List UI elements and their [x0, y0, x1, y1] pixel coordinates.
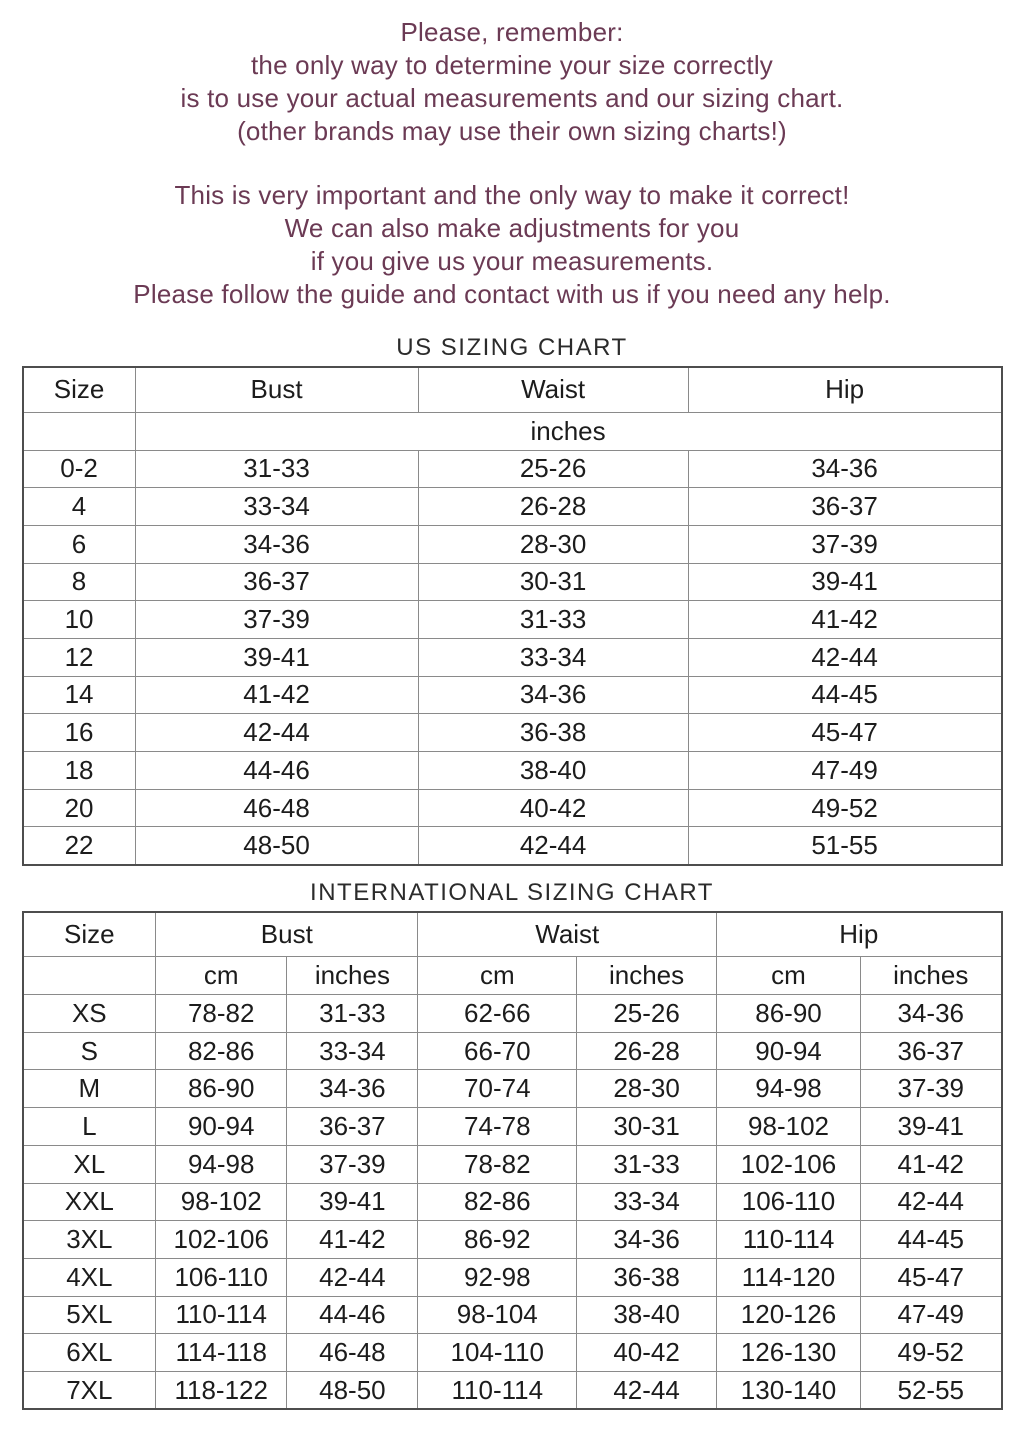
table-cell-waist: 28-30	[418, 525, 688, 563]
table-cell-bust: 42-44	[135, 714, 418, 752]
table-cell-waist-in: 33-34	[577, 1183, 717, 1221]
intl-table-body	[23, 995, 1002, 1410]
table-cell-waist-cm: 70-74	[418, 1070, 577, 1108]
table-cell-hip-cm: 98-102	[717, 1108, 861, 1146]
intl-units-empty-cell	[23, 957, 156, 995]
intl-header-row	[23, 912, 1002, 957]
notice-paragraph-2	[0, 179, 1024, 311]
table-cell-size: XS	[23, 995, 156, 1033]
us-col-header-waist: Waist	[418, 367, 688, 412]
table-row	[23, 995, 1002, 1033]
table-cell-size: 12	[23, 638, 136, 676]
notice-block	[0, 0, 1024, 311]
table-cell-bust-cm: 98-102	[156, 1183, 287, 1221]
table-cell-bust-cm: 106-110	[156, 1258, 287, 1296]
table-cell-hip-cm: 114-120	[717, 1258, 861, 1296]
table-cell-bust: 39-41	[135, 638, 418, 676]
table-cell-hip: 41-42	[688, 601, 1001, 639]
table-cell-waist-cm: 74-78	[418, 1108, 577, 1146]
table-cell-bust: 36-37	[135, 563, 418, 601]
table-cell-waist-cm: 62-66	[418, 995, 577, 1033]
table-cell-hip-cm: 106-110	[717, 1183, 861, 1221]
table-cell-waist: 42-44	[418, 827, 688, 865]
table-cell-hip-cm: 130-140	[717, 1371, 861, 1409]
table-cell-hip: 34-36	[688, 450, 1001, 488]
table-cell-hip: 49-52	[688, 789, 1001, 827]
table-cell-waist-in: 25-26	[577, 995, 717, 1033]
table-cell-bust-cm: 110-114	[156, 1296, 287, 1334]
intl-table-head	[23, 912, 1002, 995]
table-row	[23, 1032, 1002, 1070]
table-cell-waist-in: 40-42	[577, 1334, 717, 1372]
table-cell-size: 0-2	[23, 450, 136, 488]
intl-col-header-hip: Hip	[717, 912, 1002, 957]
notice-line: if you give us your measurements.	[310, 246, 714, 276]
table-row	[23, 1108, 1002, 1146]
table-cell-waist: 31-33	[418, 601, 688, 639]
table-cell-hip: 37-39	[688, 525, 1001, 563]
table-cell-hip-in: 44-45	[860, 1221, 1001, 1259]
us-units-row	[23, 412, 1002, 450]
table-cell-bust-in: 36-37	[287, 1108, 418, 1146]
table-cell-bust: 44-46	[135, 752, 418, 790]
table-row	[23, 563, 1002, 601]
table-cell-waist-cm: 110-114	[418, 1371, 577, 1409]
table-cell-size: 20	[23, 789, 136, 827]
table-cell-size: XL	[23, 1145, 156, 1183]
table-cell-waist-in: 30-31	[577, 1108, 717, 1146]
table-cell-waist: 30-31	[418, 563, 688, 601]
table-cell-size: 5XL	[23, 1296, 156, 1334]
table-cell-size: 3XL	[23, 1221, 156, 1259]
table-cell-bust-cm: 82-86	[156, 1032, 287, 1070]
table-cell-size: 18	[23, 752, 136, 790]
table-row	[23, 827, 1002, 865]
table-cell-hip-cm: 120-126	[717, 1296, 861, 1334]
table-cell-bust-cm: 86-90	[156, 1070, 287, 1108]
table-cell-bust-in: 37-39	[287, 1145, 418, 1183]
notice-line: the only way to determine your size correctly	[251, 50, 773, 80]
table-cell-hip-in: 34-36	[860, 995, 1001, 1033]
table-cell-hip-cm: 90-94	[717, 1032, 861, 1070]
table-cell-waist-cm: 78-82	[418, 1145, 577, 1183]
table-row	[23, 1221, 1002, 1259]
table-cell-waist-cm: 98-104	[418, 1296, 577, 1334]
table-cell-waist: 34-36	[418, 676, 688, 714]
table-cell-size: 14	[23, 676, 136, 714]
table-row	[23, 1334, 1002, 1372]
table-cell-waist-in: 26-28	[577, 1032, 717, 1070]
notice-line: Please follow the guide and contact with us if you need any help.	[133, 279, 891, 309]
table-row	[23, 676, 1002, 714]
table-cell-size: 6XL	[23, 1334, 156, 1372]
notice-line: This is very important and the only way to make it correct!	[174, 180, 850, 210]
table-cell-bust-in: 44-46	[287, 1296, 418, 1334]
table-cell-bust: 37-39	[135, 601, 418, 639]
intl-chart-title: INTERNATIONAL SIZING CHART	[310, 878, 714, 906]
table-cell-bust-in: 34-36	[287, 1070, 418, 1108]
table-cell-waist: 33-34	[418, 638, 688, 676]
table-cell-bust-cm: 102-106	[156, 1221, 287, 1259]
table-cell-hip: 45-47	[688, 714, 1001, 752]
us-col-header-size: Size	[23, 367, 136, 412]
intl-units-hip-inches: inches	[860, 957, 1001, 995]
table-cell-size: 10	[23, 601, 136, 639]
table-cell-hip-cm: 94-98	[717, 1070, 861, 1108]
table-cell-waist-in: 42-44	[577, 1371, 717, 1409]
table-cell-bust-cm: 94-98	[156, 1145, 287, 1183]
table-cell-bust-cm: 90-94	[156, 1108, 287, 1146]
intl-col-header-size: Size	[23, 912, 156, 957]
table-cell-waist-cm: 92-98	[418, 1258, 577, 1296]
table-row	[23, 714, 1002, 752]
table-cell-bust: 41-42	[135, 676, 418, 714]
us-units-label: inches	[135, 412, 1001, 450]
intl-sizing-table	[22, 911, 1003, 1411]
table-cell-bust-in: 48-50	[287, 1371, 418, 1409]
table-cell-size: M	[23, 1070, 156, 1108]
us-chart-title: US SIZING CHART	[396, 334, 628, 361]
table-cell-bust-in: 42-44	[287, 1258, 418, 1296]
table-row	[23, 1258, 1002, 1296]
us-units-empty-cell	[23, 412, 136, 450]
table-cell-hip-in: 42-44	[860, 1183, 1001, 1221]
notice-line: We can also make adjustments for you	[284, 213, 740, 243]
table-cell-hip: 39-41	[688, 563, 1001, 601]
table-cell-size: 6	[23, 525, 136, 563]
table-cell-bust: 46-48	[135, 789, 418, 827]
table-row	[23, 789, 1002, 827]
table-cell-waist: 25-26	[418, 450, 688, 488]
table-cell-bust-in: 41-42	[287, 1221, 418, 1259]
table-cell-bust-in: 39-41	[287, 1183, 418, 1221]
table-row	[23, 1070, 1002, 1108]
table-cell-hip-in: 41-42	[860, 1145, 1001, 1183]
table-cell-hip: 42-44	[688, 638, 1001, 676]
table-cell-waist-cm: 86-92	[418, 1221, 577, 1259]
table-row	[23, 1145, 1002, 1183]
table-row	[23, 1296, 1002, 1334]
table-cell-hip: 44-45	[688, 676, 1001, 714]
table-row	[23, 525, 1002, 563]
table-row	[23, 1183, 1002, 1221]
table-cell-size: 4	[23, 488, 136, 526]
table-row	[23, 752, 1002, 790]
intl-units-bust-inches: inches	[287, 957, 418, 995]
table-row	[23, 488, 1002, 526]
table-cell-bust: 33-34	[135, 488, 418, 526]
table-cell-size: 7XL	[23, 1371, 156, 1409]
us-table-head	[23, 367, 1002, 450]
table-cell-size: S	[23, 1032, 156, 1070]
table-cell-bust-cm: 118-122	[156, 1371, 287, 1409]
table-cell-hip-cm: 102-106	[717, 1145, 861, 1183]
intl-col-header-waist: Waist	[418, 912, 717, 957]
table-cell-hip-cm: 110-114	[717, 1221, 861, 1259]
table-cell-size: 4XL	[23, 1258, 156, 1296]
table-cell-waist-cm: 66-70	[418, 1032, 577, 1070]
table-cell-bust-in: 46-48	[287, 1334, 418, 1372]
table-row	[23, 450, 1002, 488]
table-cell-waist: 36-38	[418, 714, 688, 752]
us-col-header-bust: Bust	[135, 367, 418, 412]
table-cell-hip-in: 52-55	[860, 1371, 1001, 1409]
table-cell-size: XXL	[23, 1183, 156, 1221]
table-cell-waist-in: 36-38	[577, 1258, 717, 1296]
us-table-body	[23, 450, 1002, 865]
table-cell-bust-cm: 114-118	[156, 1334, 287, 1372]
notice-paragraph-1	[0, 16, 1024, 148]
table-cell-hip: 36-37	[688, 488, 1001, 526]
table-cell-hip: 47-49	[688, 752, 1001, 790]
notice-line: (other brands may use their own sizing charts!)	[237, 116, 787, 146]
intl-col-header-bust: Bust	[156, 912, 418, 957]
intl-units-hip-cm: cm	[717, 957, 861, 995]
table-cell-hip-in: 39-41	[860, 1108, 1001, 1146]
table-cell-waist: 26-28	[418, 488, 688, 526]
table-cell-bust-cm: 78-82	[156, 995, 287, 1033]
table-cell-hip: 51-55	[688, 827, 1001, 865]
us-col-header-hip: Hip	[688, 367, 1001, 412]
table-row	[23, 638, 1002, 676]
table-cell-waist-cm: 104-110	[418, 1334, 577, 1372]
table-cell-bust-in: 33-34	[287, 1032, 418, 1070]
table-cell-hip-in: 36-37	[860, 1032, 1001, 1070]
table-cell-hip-in: 49-52	[860, 1334, 1001, 1372]
table-cell-waist-in: 34-36	[577, 1221, 717, 1259]
notice-line: Please, remember:	[400, 17, 624, 47]
intl-units-row	[23, 957, 1002, 995]
intl-units-bust-cm: cm	[156, 957, 287, 995]
table-row	[23, 601, 1002, 639]
table-cell-bust: 34-36	[135, 525, 418, 563]
table-cell-waist: 38-40	[418, 752, 688, 790]
table-cell-waist-cm: 82-86	[418, 1183, 577, 1221]
table-cell-waist-in: 31-33	[577, 1145, 717, 1183]
table-cell-hip-in: 37-39	[860, 1070, 1001, 1108]
us-sizing-table	[22, 366, 1003, 866]
us-header-row	[23, 367, 1002, 412]
table-cell-size: L	[23, 1108, 156, 1146]
intl-units-waist-inches: inches	[577, 957, 717, 995]
table-cell-size: 22	[23, 827, 136, 865]
table-cell-hip-in: 47-49	[860, 1296, 1001, 1334]
table-cell-hip-in: 45-47	[860, 1258, 1001, 1296]
table-row	[23, 1371, 1002, 1409]
notice-line: is to use your actual measurements and our sizing chart.	[180, 83, 844, 113]
table-cell-hip-cm: 126-130	[717, 1334, 861, 1372]
table-cell-bust-in: 31-33	[287, 995, 418, 1033]
table-cell-bust: 48-50	[135, 827, 418, 865]
table-cell-size: 16	[23, 714, 136, 752]
table-cell-bust: 31-33	[135, 450, 418, 488]
table-cell-waist: 40-42	[418, 789, 688, 827]
table-cell-waist-in: 28-30	[577, 1070, 717, 1108]
intl-units-waist-cm: cm	[418, 957, 577, 995]
table-cell-hip-cm: 86-90	[717, 995, 861, 1033]
table-cell-waist-in: 38-40	[577, 1296, 717, 1334]
table-cell-size: 8	[23, 563, 136, 601]
